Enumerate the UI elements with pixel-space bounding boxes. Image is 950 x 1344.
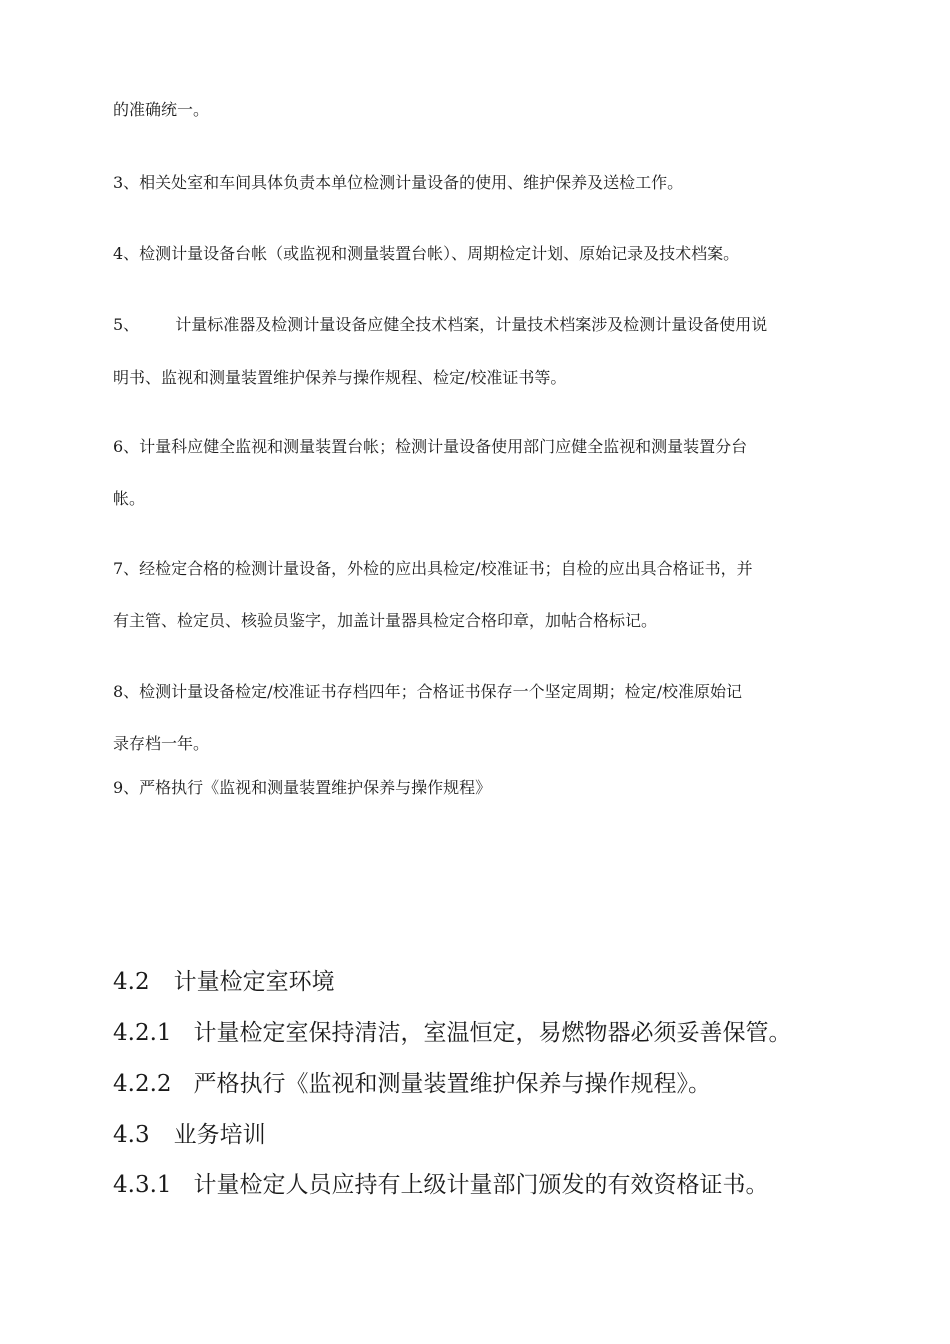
- section-number: 4.2.2: [113, 1071, 172, 1097]
- section-text: 计量检定室保持清洁，室温恒定，易燃物器必须妥善保管。: [193, 1020, 792, 1046]
- section-title: 业务培训: [173, 1122, 266, 1148]
- item-number: 5、: [113, 315, 140, 334]
- section-number: 4.3.1: [113, 1172, 172, 1198]
- paragraph-line: 有主管、检定员、核验员鉴字，加盖计量器具检定合格印章，加帖合格标记。: [113, 611, 658, 630]
- paragraph-line: 4、检测计量设备台帐（或监视和测量装置台帐）、周期检定计划、原始记录及技术档案。: [113, 244, 740, 263]
- section-number: 4.2: [113, 969, 150, 995]
- paragraph-line: 8、检测计量设备检定/校准证书存档四年；合格证书保存一个坚定周期；检定/校准原始记: [113, 682, 742, 701]
- section-text: 计量检定人员应持有上级计量部门颁发的有效资格证书。: [193, 1172, 769, 1198]
- paragraph-line: 3、相关处室和车间具体负责本单位检测计量设备的使用、维护保养及送检工作。: [113, 173, 684, 192]
- paragraph-line: 明书、监视和测量装置维护保养与操作规程、检定/校准证书等。: [113, 368, 567, 387]
- section-paragraph: [113, 1069, 711, 1099]
- section-heading: [113, 1120, 266, 1150]
- section-paragraph: [113, 1018, 792, 1048]
- section-heading: [113, 967, 335, 997]
- section-paragraph: [113, 1170, 769, 1200]
- paragraph-line: 7、经检定合格的检测计量设备，外检的应出具检定/校准证书；自检的应出具合格证书，并: [113, 559, 753, 578]
- item-text: 计量标准器及检测计量设备应健全技术档案，计量技术档案涉及检测计量设备使用说: [175, 315, 768, 334]
- paragraph-line: 6、计量科应健全监视和测量装置台帐；检测计量设备使用部门应健全监视和测量装置分台: [113, 437, 748, 456]
- section-title: 计量检定室环境: [173, 969, 335, 995]
- paragraph-line: 9、严格执行《监视和测量装置维护保养与操作规程》: [113, 778, 492, 797]
- section-number: 4.3: [113, 1122, 150, 1148]
- section-text: 严格执行《监视和测量装置维护保养与操作规程》。: [193, 1071, 712, 1097]
- paragraph-line: [113, 314, 767, 336]
- section-number: 4.2.1: [113, 1020, 172, 1046]
- paragraph-line: 的准确统一。: [113, 100, 210, 119]
- paragraph-line: 录存档一年。: [113, 734, 210, 753]
- paragraph-line: 帐。: [113, 489, 146, 508]
